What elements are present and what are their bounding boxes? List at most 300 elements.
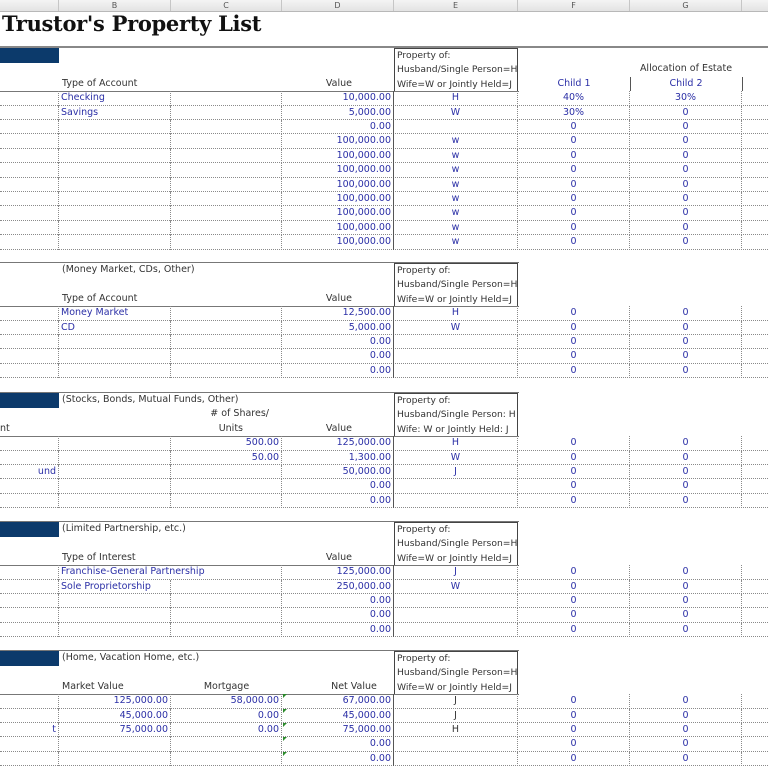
cell-b[interactable]: Checking — [59, 91, 171, 105]
cell-h[interactable] — [742, 465, 768, 479]
cell-f[interactable]: 0 — [518, 709, 630, 723]
cell-d[interactable]: 50,000.00 — [282, 465, 394, 479]
cell-e[interactable] — [394, 364, 518, 378]
cell-c[interactable] — [171, 206, 282, 220]
table-row — [0, 306, 768, 320]
column-header-c[interactable]: C — [171, 0, 282, 11]
cell-d[interactable]: 0.00 — [282, 594, 394, 608]
cell-c[interactable]: 58,000.00 — [171, 694, 282, 708]
column-header-f[interactable]: F — [518, 0, 630, 11]
cell-e[interactable]: w — [394, 206, 518, 220]
cell-d[interactable]: 100,000.00 — [282, 192, 394, 206]
column-header-a[interactable] — [0, 0, 59, 11]
cell-f[interactable]: 30% — [518, 106, 630, 120]
child-1-header: Child 1 — [557, 77, 591, 89]
cell-c[interactable] — [171, 594, 282, 608]
cell-h[interactable] — [742, 349, 768, 363]
cell-b[interactable] — [59, 752, 171, 766]
cell-d[interactable]: 100,000.00 — [282, 178, 394, 192]
cell-c[interactable] — [171, 623, 282, 637]
cell-b[interactable] — [59, 737, 171, 751]
property-of-header — [394, 393, 518, 437]
cell-a[interactable] — [0, 565, 59, 579]
cell-h[interactable] — [742, 752, 768, 766]
table-row — [0, 335, 768, 349]
cell-a[interactable] — [0, 221, 59, 235]
cell-g[interactable]: 0 — [630, 192, 742, 206]
cell-f[interactable]: 0 — [518, 335, 630, 349]
cell-a[interactable] — [0, 737, 59, 751]
cell-g[interactable]: 0 — [630, 134, 742, 148]
cell-c[interactable] — [171, 91, 282, 105]
cell-g[interactable]: 0 — [630, 436, 742, 450]
cell-f[interactable]: 0 — [518, 752, 630, 766]
cell-a[interactable] — [0, 349, 59, 363]
section-2 — [0, 392, 768, 511]
property-of-header — [394, 263, 518, 307]
cell-c[interactable]: 0.00 — [171, 723, 282, 737]
column-header-b[interactable]: B — [59, 0, 171, 11]
cell-b[interactable] — [59, 206, 171, 220]
col-header-d: Net Value — [331, 680, 377, 692]
table-row — [0, 178, 768, 192]
cell-g[interactable]: 0 — [630, 349, 742, 363]
cell-g[interactable]: 0 — [630, 479, 742, 493]
cell-a[interactable] — [0, 580, 59, 594]
section-label-bar[interactable] — [0, 651, 59, 666]
cell-c[interactable] — [171, 580, 282, 594]
cell-g[interactable]: 0 — [630, 221, 742, 235]
cell-c[interactable] — [171, 221, 282, 235]
cell-e[interactable]: J — [394, 694, 518, 708]
cell-a[interactable] — [0, 494, 59, 508]
cell-f[interactable]: 0 — [518, 451, 630, 465]
cell-c[interactable] — [171, 120, 282, 134]
cell-f[interactable]: 0 — [518, 465, 630, 479]
cell-d[interactable]: 0.00 — [282, 364, 394, 378]
cell-h[interactable] — [742, 608, 768, 622]
table-row — [0, 321, 768, 335]
cell-g[interactable]: 0 — [630, 149, 742, 163]
cell-a[interactable] — [0, 306, 59, 320]
cell-b[interactable] — [59, 178, 171, 192]
cell-d[interactable]: 0.00 — [282, 494, 394, 508]
cell-g[interactable]: 0 — [630, 321, 742, 335]
cell-a[interactable] — [0, 235, 59, 249]
cell-c[interactable] — [171, 565, 282, 579]
cell-f[interactable]: 0 — [518, 580, 630, 594]
cell-c[interactable] — [171, 106, 282, 120]
cell-f[interactable]: 0 — [518, 623, 630, 637]
cell-d[interactable]: 5,000.00 — [282, 106, 394, 120]
cell-g[interactable]: 0 — [630, 623, 742, 637]
property-of-line: Wife=W or Jointly Held=J — [397, 681, 512, 693]
cell-c[interactable] — [171, 163, 282, 177]
cell-a[interactable] — [0, 608, 59, 622]
cell-h[interactable] — [742, 623, 768, 637]
cell-g[interactable]: 0 — [630, 178, 742, 192]
cell-e[interactable] — [394, 737, 518, 751]
cell-e[interactable]: W — [394, 106, 518, 120]
cell-a[interactable] — [0, 594, 59, 608]
property-of-line: Wife=W or Jointly Held=J — [397, 78, 512, 90]
cell-e[interactable]: J — [394, 709, 518, 723]
cell-h[interactable] — [742, 737, 768, 751]
cell-b[interactable]: Sole Proprietorship — [59, 580, 171, 594]
cell-c[interactable]: 50.00 — [171, 451, 282, 465]
table-row — [0, 149, 768, 163]
cell-h[interactable] — [742, 709, 768, 723]
cell-g[interactable]: 0 — [630, 723, 742, 737]
cell-b[interactable] — [59, 134, 171, 148]
table-row — [0, 364, 768, 378]
cell-d[interactable]: 12,500.00 — [282, 306, 394, 320]
cell-h[interactable] — [742, 221, 768, 235]
cell-g[interactable]: 0 — [630, 120, 742, 134]
cell-c[interactable] — [171, 494, 282, 508]
cell-d[interactable]: 0.00 — [282, 752, 394, 766]
cell-c[interactable] — [171, 349, 282, 363]
cell-b[interactable] — [59, 221, 171, 235]
cell-h[interactable] — [742, 594, 768, 608]
cell-a[interactable]: und — [0, 465, 59, 479]
cell-c[interactable]: 0.00 — [171, 709, 282, 723]
cell-d[interactable]: 125,000.00 — [282, 565, 394, 579]
cell-h[interactable] — [742, 436, 768, 450]
cell-a[interactable] — [0, 178, 59, 192]
section-label-bar[interactable] — [0, 48, 59, 63]
cell-f[interactable]: 0 — [518, 149, 630, 163]
cell-b[interactable] — [59, 235, 171, 249]
cell-e[interactable]: H — [394, 723, 518, 737]
cell-e[interactable]: w — [394, 221, 518, 235]
cell-a[interactable] — [0, 709, 59, 723]
cell-f[interactable]: 0 — [518, 737, 630, 751]
cell-a[interactable] — [0, 163, 59, 177]
cell-b[interactable]: Money Market — [59, 306, 171, 320]
cell-f[interactable]: 0 — [518, 565, 630, 579]
cell-b[interactable] — [59, 192, 171, 206]
cell-f[interactable]: 0 — [518, 494, 630, 508]
cell-f[interactable]: 0 — [518, 364, 630, 378]
cell-e[interactable] — [394, 335, 518, 349]
cell-a[interactable] — [0, 752, 59, 766]
cell-d[interactable]: 0.00 — [282, 737, 394, 751]
cell-b[interactable]: 75,000.00 — [59, 723, 171, 737]
table-row — [0, 106, 768, 120]
cell-f[interactable]: 0 — [518, 479, 630, 493]
table-row — [0, 752, 768, 766]
cell-b[interactable]: Savings — [59, 106, 171, 120]
cell-d[interactable]: 1,300.00 — [282, 451, 394, 465]
col-header-d: Value — [325, 422, 352, 434]
cell-f[interactable]: 0 — [518, 120, 630, 134]
cell-g[interactable]: 0 — [630, 451, 742, 465]
cell-g[interactable]: 0 — [630, 206, 742, 220]
cell-e[interactable]: J — [394, 565, 518, 579]
cell-b[interactable] — [59, 623, 171, 637]
cell-a[interactable] — [0, 192, 59, 206]
cell-c[interactable] — [171, 737, 282, 751]
cell-f[interactable]: 0 — [518, 694, 630, 708]
cell-c[interactable] — [171, 364, 282, 378]
cell-c[interactable] — [171, 306, 282, 320]
cell-c[interactable] — [171, 235, 282, 249]
cell-f[interactable]: 0 — [518, 178, 630, 192]
cell-b[interactable] — [59, 594, 171, 608]
cell-g[interactable]: 0 — [630, 594, 742, 608]
cell-d[interactable]: 0.00 — [282, 349, 394, 363]
cell-h[interactable] — [742, 91, 768, 105]
cell-c[interactable] — [171, 479, 282, 493]
cell-c[interactable] — [171, 178, 282, 192]
cell-h[interactable] — [742, 580, 768, 594]
column-header-e[interactable]: E — [394, 0, 518, 11]
column-header-d[interactable]: D — [282, 0, 394, 11]
cell-d[interactable]: 125,000.00 — [282, 436, 394, 450]
cell-d[interactable]: 0.00 — [282, 479, 394, 493]
cell-g[interactable]: 30% — [630, 91, 742, 105]
cell-g[interactable]: 0 — [630, 494, 742, 508]
cell-g[interactable]: 0 — [630, 608, 742, 622]
cell-g[interactable]: 0 — [630, 580, 742, 594]
cell-h[interactable] — [742, 565, 768, 579]
cell-b[interactable]: CD — [59, 321, 171, 335]
cell-c[interactable] — [171, 465, 282, 479]
col-header-b: Market Value — [62, 680, 124, 692]
cell-b[interactable]: 45,000.00 — [59, 709, 171, 723]
cell-h[interactable] — [742, 192, 768, 206]
section-label-bar[interactable] — [0, 522, 59, 537]
cell-h[interactable] — [742, 321, 768, 335]
cell-f[interactable]: 0 — [518, 192, 630, 206]
cell-e[interactable]: H — [394, 436, 518, 450]
cell-g[interactable]: 0 — [630, 364, 742, 378]
cell-e[interactable]: H — [394, 306, 518, 320]
cell-a[interactable] — [0, 134, 59, 148]
cell-c[interactable] — [171, 335, 282, 349]
cell-a[interactable] — [0, 120, 59, 134]
table-row — [0, 608, 768, 622]
cell-g[interactable]: 0 — [630, 737, 742, 751]
cell-f[interactable]: 0 — [518, 235, 630, 249]
child-divider — [742, 77, 743, 91]
cell-h[interactable] — [742, 723, 768, 737]
cell-e[interactable]: H — [394, 91, 518, 105]
col-header-a: nt — [0, 422, 10, 434]
cell-f[interactable]: 0 — [518, 349, 630, 363]
cell-c[interactable] — [171, 134, 282, 148]
cell-d[interactable]: 10,000.00 — [282, 91, 394, 105]
cell-h[interactable] — [742, 335, 768, 349]
section-label-bar[interactable] — [0, 393, 59, 408]
table-row — [0, 91, 768, 105]
cell-e[interactable]: w — [394, 149, 518, 163]
cell-b[interactable] — [59, 163, 171, 177]
cell-a[interactable] — [0, 106, 59, 120]
cell-c[interactable] — [171, 192, 282, 206]
col-header-b: Type of Interest — [62, 551, 136, 563]
table-row — [0, 192, 768, 206]
cell-d[interactable]: 0.00 — [282, 120, 394, 134]
cell-f[interactable]: 0 — [518, 306, 630, 320]
cell-f[interactable]: 0 — [518, 436, 630, 450]
cell-e[interactable] — [394, 120, 518, 134]
cell-a[interactable] — [0, 321, 59, 335]
cell-c[interactable]: 500.00 — [171, 436, 282, 450]
property-of-line: Wife=W or Jointly Held=J — [397, 552, 512, 564]
table-row — [0, 134, 768, 148]
cell-g[interactable]: 0 — [630, 306, 742, 320]
cell-h[interactable] — [742, 451, 768, 465]
cell-d[interactable]: 100,000.00 — [282, 206, 394, 220]
cell-a[interactable] — [0, 479, 59, 493]
cell-d[interactable]: 100,000.00 — [282, 235, 394, 249]
cell-e[interactable]: w — [394, 134, 518, 148]
cell-b[interactable] — [59, 451, 171, 465]
property-of-line: Husband/Single Person=H — [397, 538, 518, 550]
cell-e[interactable] — [394, 608, 518, 622]
cell-g[interactable]: 0 — [630, 235, 742, 249]
cell-a[interactable] — [0, 451, 59, 465]
cell-f[interactable]: 0 — [518, 608, 630, 622]
cell-h[interactable] — [742, 235, 768, 249]
cell-h[interactable] — [742, 306, 768, 320]
table-row — [0, 580, 768, 594]
section-subtitle: (Money Market, CDs, Other) — [62, 264, 195, 275]
cell-e[interactable]: w — [394, 178, 518, 192]
property-of-line: Husband/Single Person=H — [397, 667, 518, 679]
column-header-g[interactable]: G — [630, 0, 742, 11]
table-row — [0, 709, 768, 723]
cell-b[interactable]: Franchise-General Partnership — [61, 566, 205, 578]
cell-b[interactable] — [59, 120, 171, 134]
cell-f[interactable]: 0 — [518, 723, 630, 737]
cell-h[interactable] — [742, 206, 768, 220]
cell-a[interactable] — [0, 91, 59, 105]
cell-c[interactable] — [171, 608, 282, 622]
cell-a[interactable] — [0, 694, 59, 708]
cell-h[interactable] — [742, 694, 768, 708]
cell-e[interactable]: W — [394, 451, 518, 465]
cell-e[interactable] — [394, 594, 518, 608]
cell-g[interactable]: 0 — [630, 106, 742, 120]
cell-d[interactable]: 0.00 — [282, 335, 394, 349]
cell-f[interactable]: 0 — [518, 134, 630, 148]
table-row — [0, 723, 768, 737]
cell-c[interactable] — [171, 752, 282, 766]
cell-d[interactable]: 100,000.00 — [282, 134, 394, 148]
cell-d[interactable]: 100,000.00 — [282, 149, 394, 163]
cell-b[interactable] — [59, 349, 171, 363]
cell-b[interactable] — [59, 479, 171, 493]
cell-b[interactable] — [59, 149, 171, 163]
cell-e[interactable] — [394, 349, 518, 363]
cell-e[interactable]: W — [394, 580, 518, 594]
cell-g[interactable]: 0 — [630, 565, 742, 579]
cell-e[interactable] — [394, 479, 518, 493]
cell-f[interactable]: 0 — [518, 221, 630, 235]
cell-f[interactable]: 0 — [518, 163, 630, 177]
cell-h[interactable] — [742, 364, 768, 378]
cell-d[interactable]: 250,000.00 — [282, 580, 394, 594]
cell-g[interactable]: 0 — [630, 163, 742, 177]
cell-a[interactable] — [0, 149, 59, 163]
cell-b[interactable] — [59, 436, 171, 450]
cell-h[interactable] — [742, 106, 768, 120]
table-row — [0, 494, 768, 508]
cell-h[interactable] — [742, 120, 768, 134]
cell-h[interactable] — [742, 178, 768, 192]
cell-e[interactable] — [394, 623, 518, 637]
cell-f[interactable]: 0 — [518, 206, 630, 220]
cell-d[interactable]: 100,000.00 — [282, 163, 394, 177]
cell-g[interactable]: 0 — [630, 335, 742, 349]
cell-f[interactable]: 0 — [518, 594, 630, 608]
cell-c[interactable] — [171, 149, 282, 163]
cell-e[interactable]: W — [394, 321, 518, 335]
cell-h[interactable] — [742, 163, 768, 177]
column-header-h[interactable] — [742, 0, 768, 11]
cell-a[interactable] — [0, 364, 59, 378]
cell-e[interactable]: w — [394, 235, 518, 249]
cell-g[interactable]: 0 — [630, 465, 742, 479]
cell-b[interactable] — [59, 494, 171, 508]
cell-g[interactable]: 0 — [630, 752, 742, 766]
cell-h[interactable] — [742, 149, 768, 163]
cell-b[interactable]: 125,000.00 — [59, 694, 171, 708]
property-of-line: Husband/Single Person: H — [397, 409, 516, 421]
cell-d[interactable]: 5,000.00 — [282, 321, 394, 335]
property-of-line: Property of: — [397, 50, 451, 61]
cell-g[interactable]: 0 — [630, 694, 742, 708]
cell-d[interactable]: 67,000.00 — [282, 694, 394, 708]
table-row — [0, 221, 768, 235]
cell-b[interactable] — [59, 335, 171, 349]
table-row — [0, 349, 768, 363]
cell-a[interactable] — [0, 623, 59, 637]
cell-a[interactable] — [0, 206, 59, 220]
cell-d[interactable]: 0.00 — [282, 608, 394, 622]
cell-d[interactable]: 75,000.00 — [282, 723, 394, 737]
cell-a[interactable] — [0, 335, 59, 349]
cell-e[interactable] — [394, 494, 518, 508]
cell-d[interactable]: 0.00 — [282, 623, 394, 637]
cell-b[interactable] — [59, 608, 171, 622]
cell-b[interactable] — [59, 465, 171, 479]
table-row — [0, 565, 768, 579]
cell-h[interactable] — [742, 134, 768, 148]
formula-indicator-icon — [283, 737, 287, 741]
cell-b[interactable] — [59, 364, 171, 378]
cell-a[interactable] — [0, 436, 59, 450]
cell-f[interactable]: 40% — [518, 91, 630, 105]
cell-e[interactable] — [394, 752, 518, 766]
cell-h[interactable] — [742, 494, 768, 508]
cell-a[interactable]: t — [0, 723, 59, 737]
section-1 — [0, 262, 768, 381]
cell-e[interactable]: w — [394, 163, 518, 177]
cell-c[interactable] — [171, 321, 282, 335]
cell-e[interactable]: J — [394, 465, 518, 479]
cell-e[interactable]: w — [394, 192, 518, 206]
cell-f[interactable]: 0 — [518, 321, 630, 335]
cell-d[interactable]: 45,000.00 — [282, 709, 394, 723]
cell-h[interactable] — [742, 479, 768, 493]
col-header-c: Units — [218, 422, 243, 434]
cell-d[interactable]: 100,000.00 — [282, 221, 394, 235]
cell-g[interactable]: 0 — [630, 709, 742, 723]
